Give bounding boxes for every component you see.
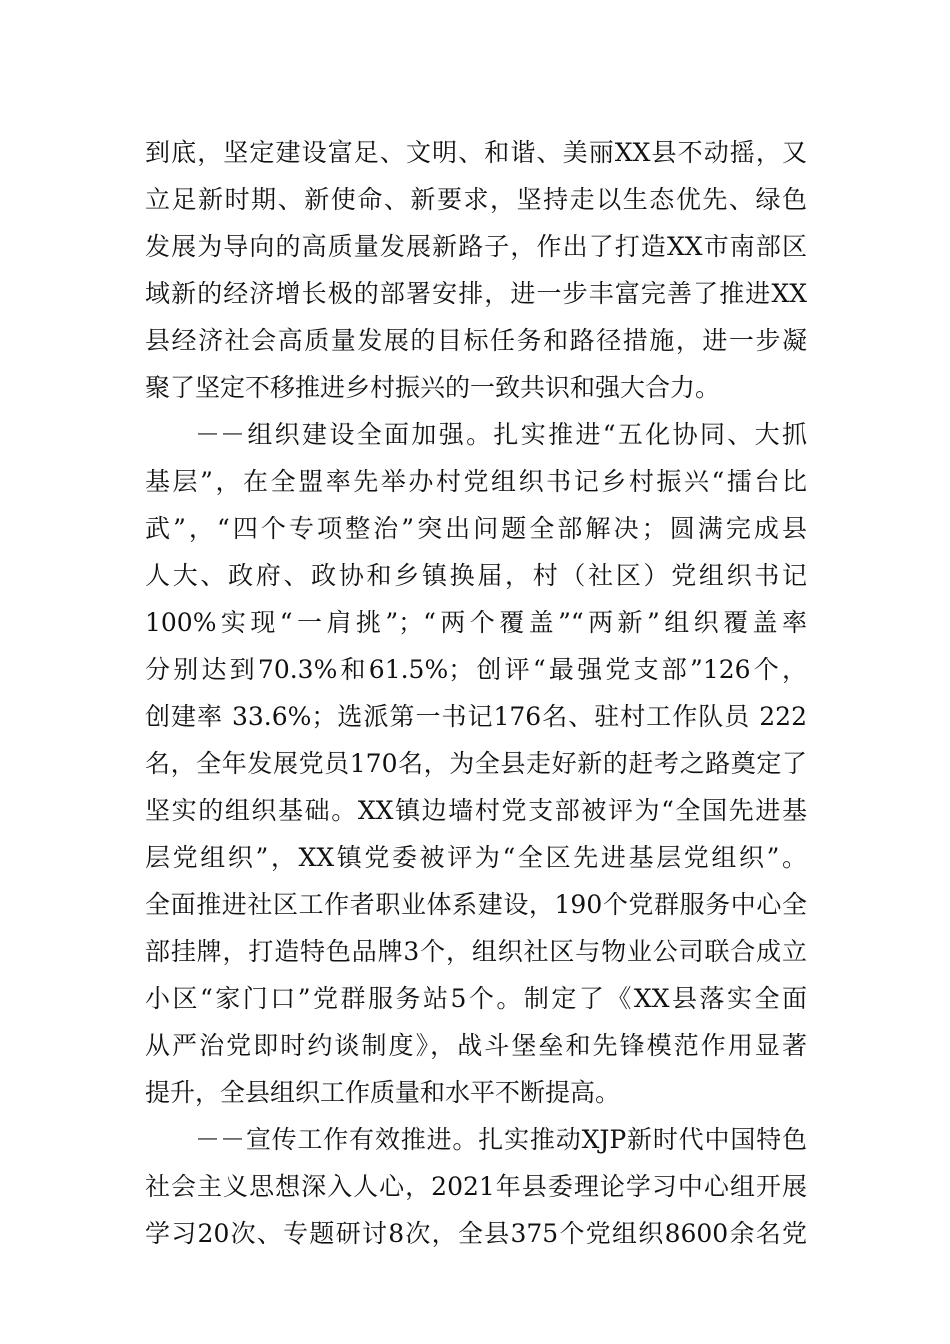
text-line: 基层”，在全盟率先举办村党组织书记乡村振兴“擂台比 <box>145 467 807 496</box>
text-line: 小区“家门口”党群服务站5个。制定了《XX县落实全面 <box>145 984 807 1013</box>
text-line: 域新的经济增长极的部署安排，进一步丰富完善了推进XX <box>145 279 807 308</box>
text-line: 坚实的组织基础。XX镇边墙村党支部被评为“全国先进基 <box>145 796 807 825</box>
text-line: 从严治党即时约谈制度》，战斗堡垒和先锋模范作用显著 <box>145 1031 807 1060</box>
text-line: 全面推进社区工作者职业体系建设，190个党群服务中心全 <box>145 890 807 919</box>
text-line: 学习20次、专题研讨8次，全县375个党组织8600余名党 <box>145 1219 807 1248</box>
document-body <box>145 129 807 1257</box>
paragraph-organization <box>145 411 807 1116</box>
text-line: 聚了坚定不移推进乡村振兴的一致共识和强大合力。 <box>145 373 721 402</box>
text-line: 到底，坚定建设富足、文明、和谐、美丽XX县不动摇，又 <box>145 138 807 167</box>
text-line: 人大、政府、政协和乡镇换届，村（社区）党组织书记 <box>145 561 807 590</box>
text-line: 发展为导向的高质量发展新路子，作出了打造XX市南部区 <box>145 232 807 261</box>
text-line: 名，全年发展党员170名，为全县走好新的赶考之路奠定了 <box>145 749 807 778</box>
paragraph-publicity <box>145 1116 807 1257</box>
text-line: 层党组织”，XX镇党委被评为“全区先进基层党组织”。 <box>145 843 807 872</box>
text-line: 100%实现“一肩挑”；“两个覆盖”“两新”组织覆盖率 <box>145 608 807 637</box>
text-line: 分别达到70.3%和61.5%；创评“最强党支部”126个， <box>145 655 807 684</box>
text-line: 社会主义思想深入人心，2021年县委理论学习中心组开展 <box>145 1172 807 1201</box>
paragraph-continuation <box>145 129 807 411</box>
text-line: 武”，“四个专项整治”突出问题全部解决；圆满完成县 <box>145 514 807 543</box>
text-line: 县经济社会高质量发展的目标任务和路径措施，进一步凝 <box>145 326 807 355</box>
text-line: 提升，全县组织工作质量和水平不断提高。 <box>145 1078 621 1107</box>
text-line: 立足新时期、新使命、新要求，坚持走以生态优先、绿色 <box>145 185 807 214</box>
text-line: 部挂牌，打造特色品牌3个，组织社区与物业公司联合成立 <box>145 937 807 966</box>
text-line: －－宣传工作有效推进。扎实推动XJP新时代中国特色 <box>195 1125 807 1154</box>
text-line: －－组织建设全面加强。扎实推进“五化协同、大抓 <box>195 420 807 449</box>
text-line: 创建率 33.6%；选派第一书记176名、驻村工作队员 222 <box>145 702 807 731</box>
